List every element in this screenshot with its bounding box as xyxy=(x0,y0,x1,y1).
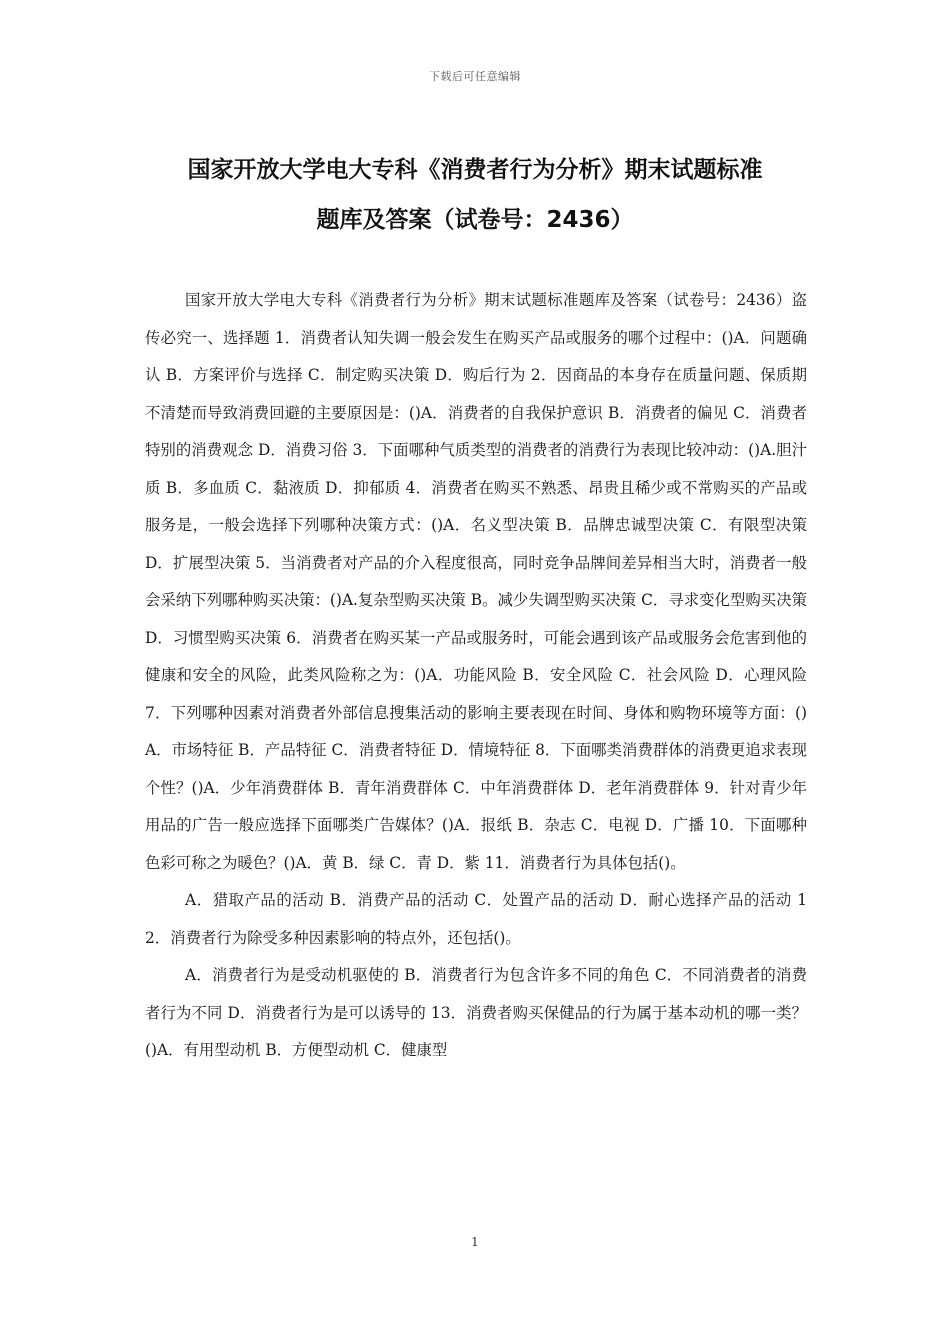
paragraph: 国家开放大学电大专科《消费者行为分析》期末试题标准题库及答案（试卷号：2436）盗传必究一、选择题 1．消费者认知失调一般会发生在购买产品或服务的哪个过程中：()A．问题确认 B．方案评价与选择 C．制定购买决策 D．购后行为 2．因商品的本身存在质量问题、保质期不清楚而导致消费回避的主要原因是：()A．消费者的自我保护意识 B．消费者的偏见 C．消费者特别的消费观念 D．消费习俗 3．下面哪种气质类型的消费者的消费行为表现比较冲动：()A.胆汁质 B．多血质 C．黏液质 D．抑郁质 4．消费者在购买不熟悉、昂贵且稀少或不常购买的产品或服务是，一般会选择下列哪种决策方式：()A．名义型决策 B．品牌忠诚型决策 C．有限型决策 D．扩展型决策 5．当消费者对产品的介入程度很高，同时竞争品牌间差异相当大时，消费者一般会采纳下列哪种购买决策：()A.复杂型购买决策 B。减少失调型购买决策 C．寻求变化型购买决策 D．习惯型购买决策 6．消费者在购买某一产品或服务时，可能会遇到该产品或服务会危害到他的健康和安全的风险，此类风险称之为：()A．功能风险 B．安全风险 C．社会风险 D．心理风险 7．下列哪种因素对消费者外部信息搜集活动的影响主要表现在时间、身体和购物环境等方面：()A．市场特征 B．产品特征 C．消费者特征 D．情境特征 8．下面哪类消费群体的消费更追求表现个性？()A．少年消费群体 B．青年消费群体 C．中年消费群体 D．老年消费群体 9．针对青少年用品的广告一般应选择下面哪类广告媒体？()A．报纸 B．杂志 C．电视 D．广播 10．下面哪种色彩可称之为暖色？()A．黄 B．绿 C．青 D．紫 11．消费者行为具体包括()。 xyxy=(145,291,807,872)
header-note: 下载后可任意编辑 xyxy=(429,70,521,83)
paragraph: A．消费者行为是受动机驱使的 B．消费者行为包含许多不同的角色 C．不同消费者的消费者行为不同 D．消费者行为是可以诱导的 13．消费者购买保健品的行为属于基本动机的哪一类？()A．有用型动机 B．方便型动机 C．健康型 xyxy=(145,966,807,1059)
document-title xyxy=(120,145,830,245)
paragraph: A．猎取产品的活动 B．消费产品的活动 C．处置产品的活动 D．耐心选择产品的活动 12．消费者行为除受多种因素影响的特点外，还包括()。 xyxy=(145,891,807,947)
title-line-1: 国家开放大学电大专科《消费者行为分析》期末试题标准 xyxy=(187,157,763,183)
document-body xyxy=(145,282,807,1070)
title-line-2: 题库及答案（试卷号：2436） xyxy=(316,207,634,233)
page-number: 1 xyxy=(471,1235,479,1249)
